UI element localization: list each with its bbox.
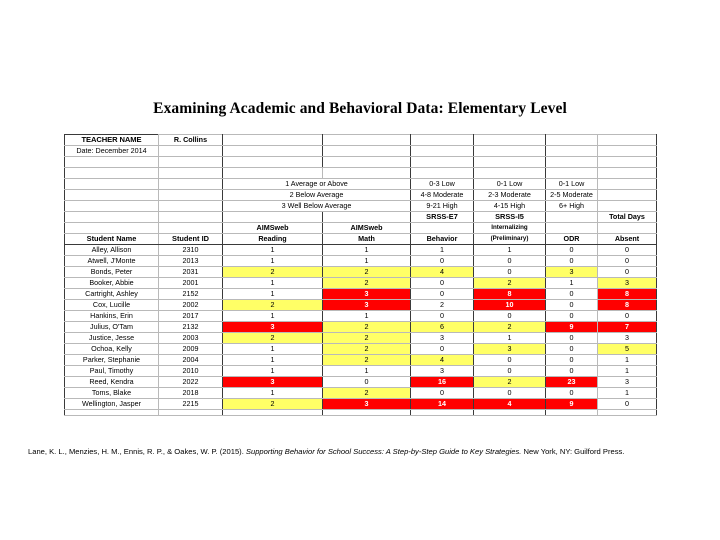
blank-cell — [474, 410, 546, 416]
blank-cell — [598, 179, 657, 190]
blank-cell — [223, 410, 323, 416]
blank-cell — [223, 146, 323, 157]
blank-cell — [474, 168, 546, 179]
blank-cell — [598, 410, 657, 416]
spacer-row — [65, 168, 657, 179]
cell-srss-i5: 2 — [474, 322, 546, 333]
legend-row-2 — [65, 190, 657, 201]
header-student-id: Student ID — [159, 234, 223, 245]
cell-days-absent: 7 — [598, 322, 657, 333]
student-data-table — [64, 134, 657, 416]
blank-cell — [411, 135, 474, 146]
cell-student-id: 2310 — [159, 245, 223, 256]
cell-student-name: Reed, Kendra — [65, 377, 159, 388]
cell-srss-e7: 2 — [411, 300, 474, 311]
cell-srss-e7: 0 — [411, 256, 474, 267]
cell-srss-i5: 1 — [474, 333, 546, 344]
blank-cell — [65, 190, 159, 201]
cell-srss-e7: 0 — [411, 344, 474, 355]
page-title: Examining Academic and Behavioral Data: Elementary Level — [153, 100, 567, 117]
cell-days-absent: 3 — [598, 278, 657, 289]
cell-srss-i5: 8 — [474, 289, 546, 300]
blank-cell — [598, 223, 657, 234]
cell-srss-i5: 10 — [474, 300, 546, 311]
blank-cell — [546, 157, 598, 168]
legend-srss-e7-moderate: 4-8 Moderate — [411, 190, 474, 201]
blank-cell — [159, 168, 223, 179]
cell-aimsweb-math: 2 — [323, 333, 411, 344]
citation — [28, 446, 696, 458]
table-row — [65, 267, 657, 278]
blank-cell — [223, 168, 323, 179]
table-row — [65, 355, 657, 366]
citation-part1: Lane, K. L., Menzies, H. M., Ennis, R. P., & Oakes, W. P. (2015). — [28, 447, 246, 456]
cell-aimsweb-reading: 1 — [223, 289, 323, 300]
blank-cell — [598, 157, 657, 168]
table-row — [65, 399, 657, 410]
legend-srss-i5-high: 4-15 High — [474, 201, 546, 212]
blank-cell — [65, 201, 159, 212]
cell-srss-i5: 0 — [474, 366, 546, 377]
legend-academic-3: 3 Well Below Average — [223, 201, 411, 212]
cell-days-absent: 1 — [598, 388, 657, 399]
cell-srss-i5: 0 — [474, 267, 546, 278]
cell-srss-i5: 3 — [474, 344, 546, 355]
cell-srss-i5: 4 — [474, 399, 546, 410]
blank-cell — [411, 223, 474, 234]
blank-cell — [546, 212, 598, 223]
blank-cell — [411, 410, 474, 416]
cell-aimsweb-math: 1 — [323, 256, 411, 267]
cell-student-name: Paul, Timothy — [65, 366, 159, 377]
citation-book-title: Supporting Behavior for School Success: A Step-by-Step Guide to Key Strategies. — [245, 447, 522, 456]
column-header-row-1 — [65, 212, 657, 223]
header-student-name: Student Name — [65, 234, 159, 245]
cell-student-name: Hankins, Erin — [65, 311, 159, 322]
cell-odr: 23 — [546, 377, 598, 388]
cell-odr: 0 — [546, 300, 598, 311]
blank-cell — [474, 135, 546, 146]
cell-days-absent: 5 — [598, 344, 657, 355]
cell-srss-e7: 3 — [411, 366, 474, 377]
blank-cell — [65, 179, 159, 190]
blank-cell — [598, 201, 657, 212]
legend-odr-high: 6+ High — [546, 201, 598, 212]
cell-odr: 0 — [546, 256, 598, 267]
cell-student-id: 2022 — [159, 377, 223, 388]
student-rows — [65, 245, 657, 416]
teacher-name-row — [65, 135, 657, 146]
blank-cell — [546, 223, 598, 234]
cell-odr: 0 — [546, 333, 598, 344]
cell-student-name: Julius, O'Tam — [65, 322, 159, 333]
legend-academic-1: 1 Average or Above — [223, 179, 411, 190]
cell-srss-e7: 3 — [411, 333, 474, 344]
blank-cell — [65, 212, 159, 223]
blank-cell — [598, 190, 657, 201]
cell-odr: 3 — [546, 267, 598, 278]
blank-cell — [323, 168, 411, 179]
table-bottom-edge — [65, 410, 657, 416]
cell-student-id: 2004 — [159, 355, 223, 366]
header-srss-i5-line2: Internalizing — [474, 223, 546, 234]
blank-cell — [598, 168, 657, 179]
cell-aimsweb-reading: 2 — [223, 399, 323, 410]
blank-cell — [546, 146, 598, 157]
header-aimsweb-reading-line2: Reading — [223, 234, 323, 245]
blank-cell — [546, 410, 598, 416]
cell-days-absent: 0 — [598, 267, 657, 278]
cell-aimsweb-reading: 3 — [223, 377, 323, 388]
header-srss-i5-line3: (Preliminary) — [474, 234, 546, 245]
cell-srss-i5: 2 — [474, 278, 546, 289]
cell-student-name: Ochoa, Kelly — [65, 344, 159, 355]
header-aimsweb-math-line2: Math — [323, 234, 411, 245]
blank-cell — [411, 157, 474, 168]
blank-cell — [474, 157, 546, 168]
cell-student-id: 2152 — [159, 289, 223, 300]
cell-odr: 0 — [546, 289, 598, 300]
cell-srss-e7: 1 — [411, 245, 474, 256]
cell-student-name: Alley, Allison — [65, 245, 159, 256]
cell-student-id: 2001 — [159, 278, 223, 289]
cell-aimsweb-reading: 1 — [223, 366, 323, 377]
cell-aimsweb-math: 2 — [323, 344, 411, 355]
legend-srss-e7-high: 9-21 High — [411, 201, 474, 212]
blank-cell — [159, 179, 223, 190]
spacer-row — [65, 157, 657, 168]
cell-student-id: 2009 — [159, 344, 223, 355]
cell-student-id: 2003 — [159, 333, 223, 344]
cell-days-absent: 0 — [598, 245, 657, 256]
blank-cell — [159, 212, 223, 223]
table-row — [65, 344, 657, 355]
cell-student-name: Wellington, Jasper — [65, 399, 159, 410]
cell-student-name: Cartright, Ashley — [65, 289, 159, 300]
cell-srss-e7: 14 — [411, 399, 474, 410]
cell-odr: 1 — [546, 278, 598, 289]
cell-days-absent: 0 — [598, 256, 657, 267]
blank-cell — [159, 146, 223, 157]
table-row — [65, 377, 657, 388]
legend-academic-2: 2 Below Average — [223, 190, 411, 201]
cell-srss-e7: 0 — [411, 388, 474, 399]
cell-aimsweb-math: 0 — [323, 377, 411, 388]
header-srss-e7-title: SRSS-E7 — [411, 212, 474, 223]
cell-aimsweb-reading: 1 — [223, 245, 323, 256]
blank-cell — [65, 410, 159, 416]
cell-aimsweb-reading: 2 — [223, 300, 323, 311]
blank-cell — [223, 212, 323, 223]
cell-aimsweb-reading: 2 — [223, 267, 323, 278]
blank-cell — [323, 146, 411, 157]
header-srss-e7-line2: Behavior — [411, 234, 474, 245]
header-absent-line2: Absent — [598, 234, 657, 245]
cell-student-name: Atwell, J'Monte — [65, 256, 159, 267]
legend-row-3 — [65, 201, 657, 212]
blank-cell — [159, 190, 223, 201]
blank-cell — [323, 410, 411, 416]
blank-cell — [546, 135, 598, 146]
cell-aimsweb-reading: 1 — [223, 256, 323, 267]
cell-days-absent: 8 — [598, 300, 657, 311]
cell-days-absent: 3 — [598, 377, 657, 388]
cell-odr: 9 — [546, 399, 598, 410]
cell-srss-i5: 0 — [474, 311, 546, 322]
table-row — [65, 256, 657, 267]
cell-student-name: Bonds, Peter — [65, 267, 159, 278]
cell-aimsweb-math: 3 — [323, 300, 411, 311]
blank-cell — [411, 168, 474, 179]
cell-aimsweb-math: 1 — [323, 311, 411, 322]
cell-student-name: Booker, Abbie — [65, 278, 159, 289]
cell-aimsweb-reading: 2 — [223, 333, 323, 344]
teacher-name-label: TEACHER NAME — [65, 135, 159, 146]
legend-srss-i5-low: 0-1 Low — [474, 179, 546, 190]
table-row — [65, 300, 657, 311]
header-aimsweb-math-line1: AIMSweb — [323, 223, 411, 234]
cell-odr: 0 — [546, 388, 598, 399]
teacher-name-value: R. Collins — [159, 135, 223, 146]
blank-cell — [159, 157, 223, 168]
table-row — [65, 289, 657, 300]
cell-days-absent: 3 — [598, 333, 657, 344]
cell-student-id: 2132 — [159, 322, 223, 333]
cell-student-name: Justice, Jesse — [65, 333, 159, 344]
blank-cell — [323, 135, 411, 146]
cell-days-absent: 1 — [598, 366, 657, 377]
cell-odr: 0 — [546, 344, 598, 355]
blank-cell — [323, 157, 411, 168]
column-header-row-2 — [65, 223, 657, 234]
cell-days-absent: 1 — [598, 355, 657, 366]
data-table-container — [64, 134, 656, 416]
cell-odr: 9 — [546, 322, 598, 333]
cell-aimsweb-reading: 3 — [223, 322, 323, 333]
table-row — [65, 388, 657, 399]
cell-aimsweb-reading: 1 — [223, 355, 323, 366]
cell-student-name: Cox, Lucille — [65, 300, 159, 311]
cell-srss-e7: 16 — [411, 377, 474, 388]
legend-odr-low: 0-1 Low — [546, 179, 598, 190]
blank-cell — [323, 212, 411, 223]
cell-student-name: Parker, Stephanie — [65, 355, 159, 366]
cell-srss-i5: 1 — [474, 245, 546, 256]
date-row — [65, 146, 657, 157]
header-aimsweb-reading-line1: AIMSweb — [223, 223, 323, 234]
cell-aimsweb-math: 2 — [323, 388, 411, 399]
cell-srss-e7: 4 — [411, 267, 474, 278]
header-srss-i5-title: SRSS-I5 — [474, 212, 546, 223]
cell-srss-e7: 4 — [411, 355, 474, 366]
cell-days-absent: 0 — [598, 311, 657, 322]
cell-srss-i5: 2 — [474, 377, 546, 388]
header-absent-line1: Total Days — [598, 212, 657, 223]
blank-cell — [65, 223, 159, 234]
header-odr: ODR — [546, 234, 598, 245]
table-row — [65, 278, 657, 289]
blank-cell — [159, 410, 223, 416]
cell-student-id: 2018 — [159, 388, 223, 399]
cell-aimsweb-math: 2 — [323, 355, 411, 366]
cell-odr: 0 — [546, 245, 598, 256]
cell-student-name: Toms, Blake — [65, 388, 159, 399]
cell-srss-e7: 0 — [411, 278, 474, 289]
table-row — [65, 333, 657, 344]
table-row — [65, 322, 657, 333]
table-row — [65, 245, 657, 256]
cell-srss-i5: 0 — [474, 256, 546, 267]
legend-row-1 — [65, 179, 657, 190]
legend-srss-i5-moderate: 2-3 Moderate — [474, 190, 546, 201]
blank-cell — [411, 146, 474, 157]
cell-student-id: 2013 — [159, 256, 223, 267]
legend-srss-e7-low: 0-3 Low — [411, 179, 474, 190]
cell-srss-i5: 0 — [474, 355, 546, 366]
cell-srss-i5: 0 — [474, 388, 546, 399]
table-row — [65, 311, 657, 322]
cell-student-id: 2002 — [159, 300, 223, 311]
blank-cell — [159, 223, 223, 234]
blank-cell — [598, 135, 657, 146]
column-header-row-3 — [65, 234, 657, 245]
cell-aimsweb-math: 1 — [323, 245, 411, 256]
cell-srss-e7: 0 — [411, 311, 474, 322]
cell-days-absent: 0 — [598, 399, 657, 410]
blank-cell — [159, 201, 223, 212]
cell-days-absent: 8 — [598, 289, 657, 300]
cell-odr: 0 — [546, 366, 598, 377]
blank-cell — [223, 135, 323, 146]
cell-aimsweb-reading: 1 — [223, 311, 323, 322]
cell-odr: 0 — [546, 311, 598, 322]
blank-cell — [223, 157, 323, 168]
cell-srss-e7: 0 — [411, 289, 474, 300]
blank-cell — [474, 146, 546, 157]
cell-student-id: 2215 — [159, 399, 223, 410]
cell-aimsweb-reading: 1 — [223, 278, 323, 289]
cell-aimsweb-math: 1 — [323, 366, 411, 377]
cell-student-id: 2017 — [159, 311, 223, 322]
cell-aimsweb-math: 3 — [323, 399, 411, 410]
cell-aimsweb-reading: 1 — [223, 388, 323, 399]
blank-cell — [598, 146, 657, 157]
table-row — [65, 366, 657, 377]
cell-odr: 0 — [546, 355, 598, 366]
cell-aimsweb-math: 2 — [323, 322, 411, 333]
legend-odr-moderate: 2-5 Moderate — [546, 190, 598, 201]
cell-aimsweb-reading: 1 — [223, 344, 323, 355]
citation-part2: New York, NY: Guilford Press. — [521, 447, 625, 456]
cell-student-id: 2010 — [159, 366, 223, 377]
cell-student-id: 2031 — [159, 267, 223, 278]
cell-aimsweb-math: 2 — [323, 278, 411, 289]
cell-aimsweb-math: 2 — [323, 267, 411, 278]
date-label: Date: December 2014 — [65, 146, 159, 157]
cell-aimsweb-math: 3 — [323, 289, 411, 300]
cell-srss-e7: 6 — [411, 322, 474, 333]
blank-cell — [65, 168, 159, 179]
blank-cell — [65, 157, 159, 168]
table-body — [65, 135, 657, 245]
blank-cell — [546, 168, 598, 179]
